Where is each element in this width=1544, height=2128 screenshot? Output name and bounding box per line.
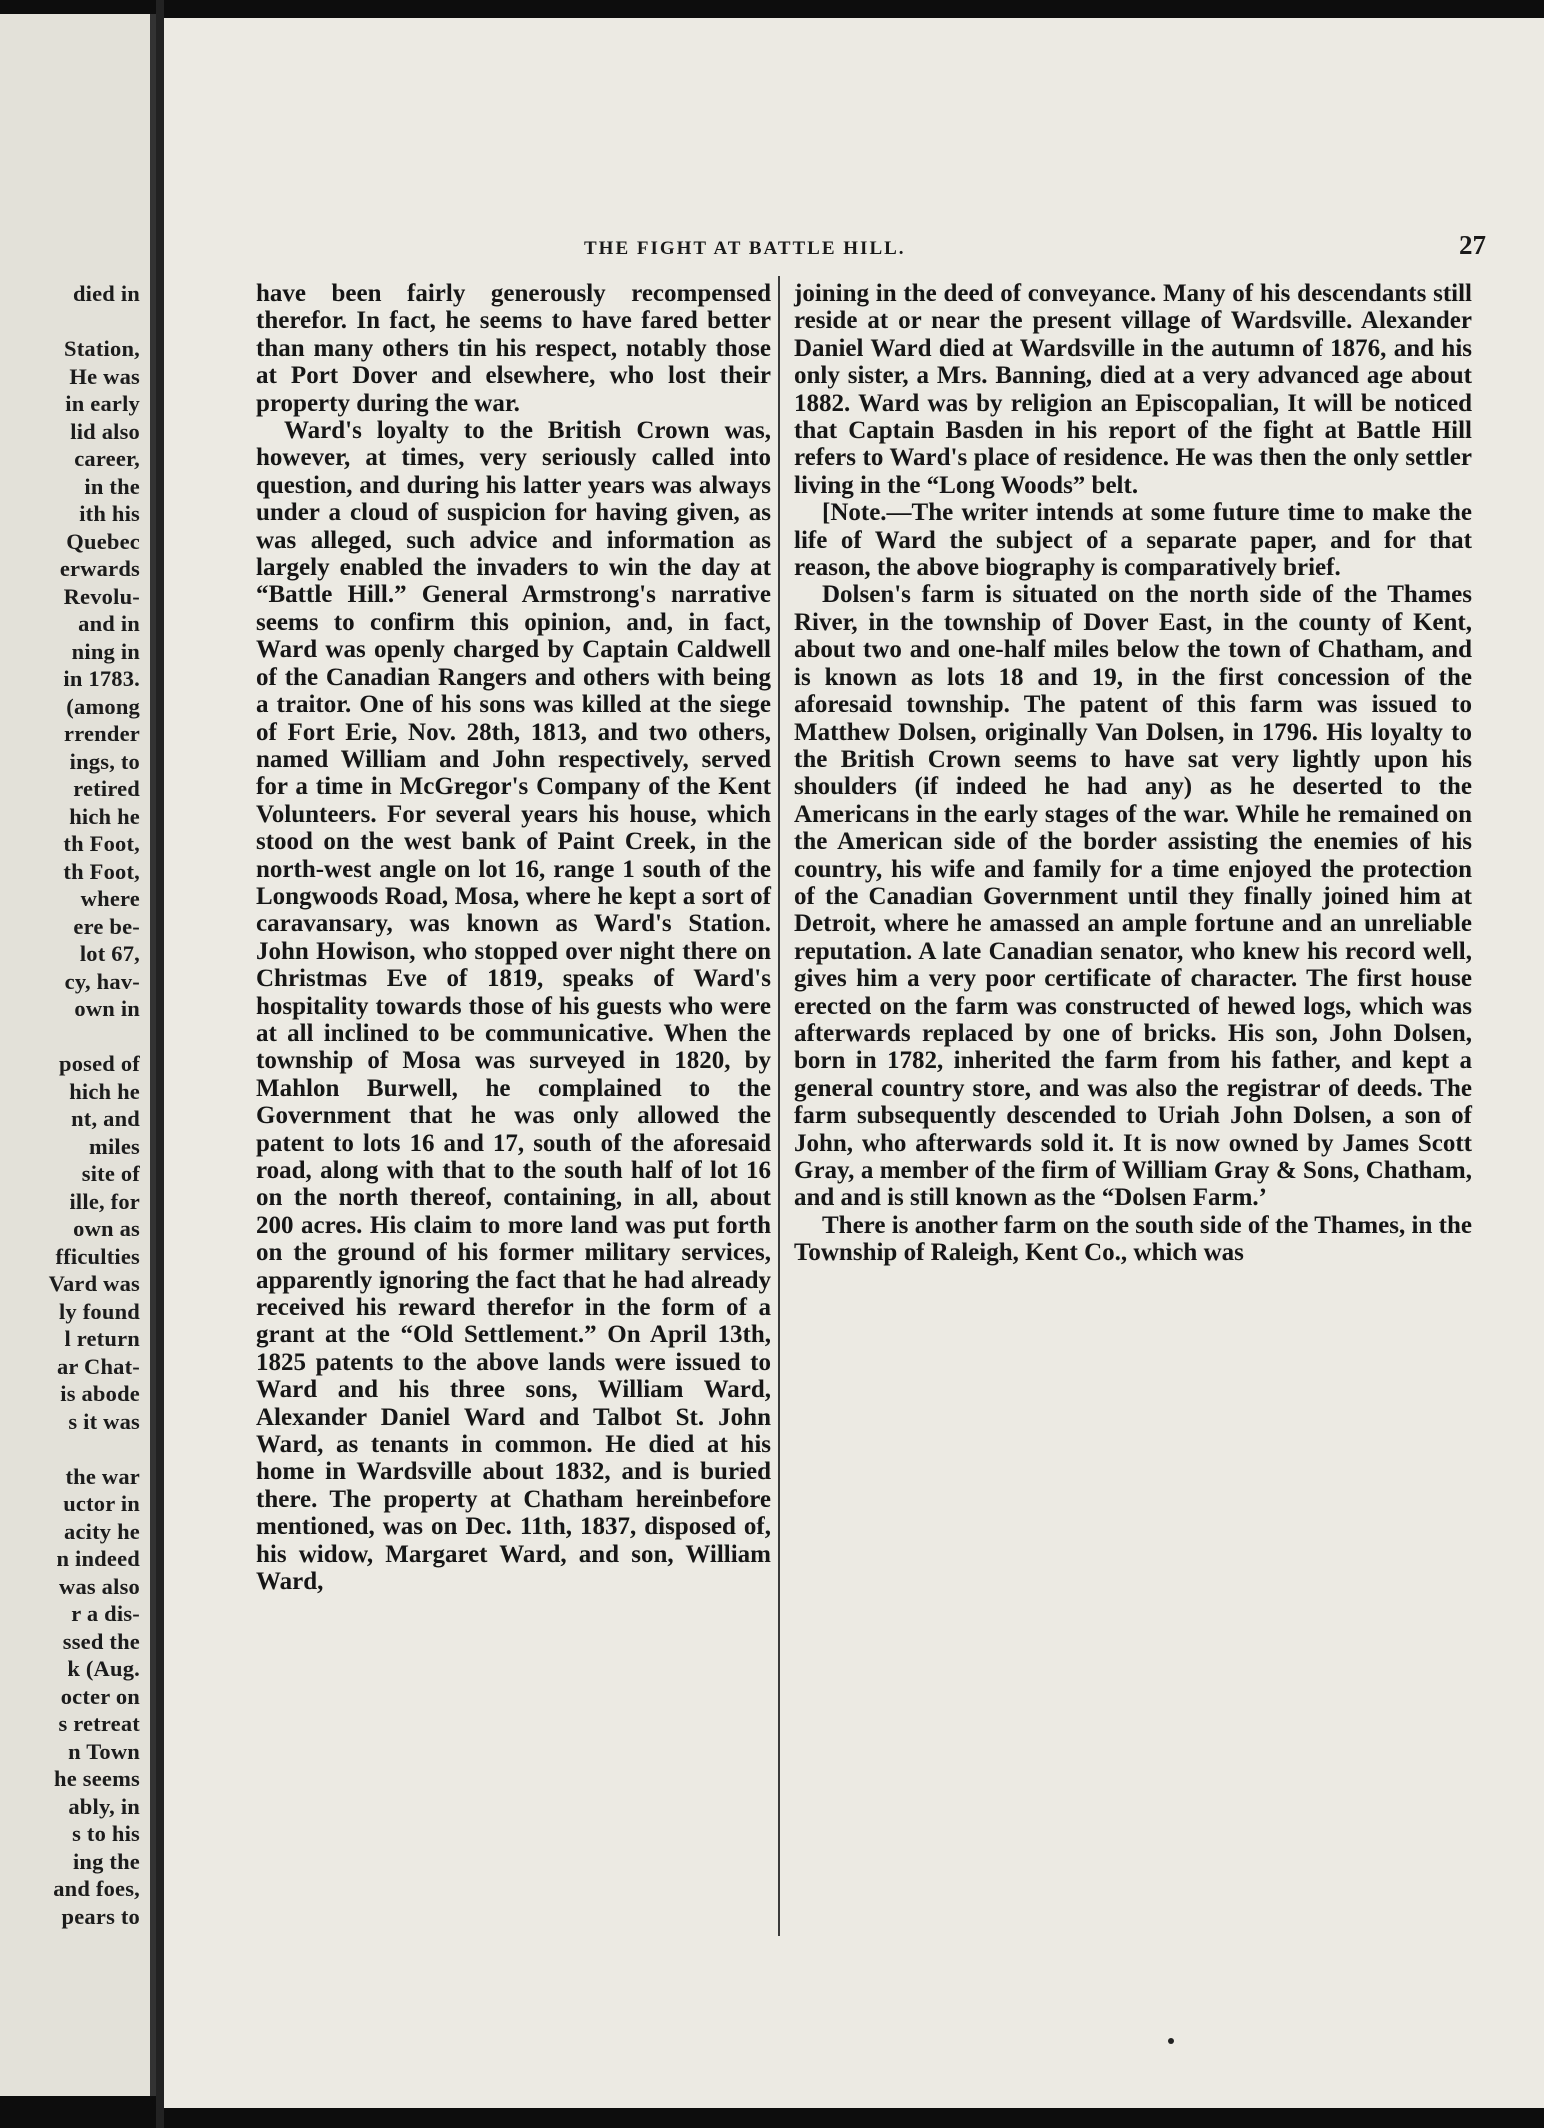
facing-page-line: in 1783. bbox=[63, 666, 140, 691]
facing-page-line: career, bbox=[74, 446, 140, 471]
text-column-right bbox=[794, 280, 1472, 1267]
facing-page-line: rrender bbox=[64, 721, 140, 746]
facing-page-line: the war bbox=[65, 1463, 140, 1489]
facing-page-line: ssed the bbox=[62, 1628, 140, 1654]
facing-page-line: uctor in bbox=[63, 1491, 140, 1516]
facing-page bbox=[0, 14, 156, 2096]
facing-page-line: lot 67, bbox=[79, 941, 140, 966]
facing-page-line: ing the bbox=[72, 1848, 140, 1874]
facing-page-line: cy, hav- bbox=[64, 968, 140, 994]
facing-page-line: s retreat bbox=[58, 1711, 140, 1736]
facing-page-line: hich he bbox=[69, 803, 140, 829]
paragraph: joining in the deed of conveyance. Many of his descendants still reside at or near the present village of Wardsville. Alexander Daniel Ward died at Wardsville in the autumn of 1876, and his only sister, a Mrs. Banning, died at a very advanced age about 1882. Ward was by religion an Episcopalian, It will be noticed that Captain Basden in his report of the fight at Battle Hill refers to Ward's place of residence. He was then the only settler living in the “Long Woods” belt. bbox=[794, 280, 1472, 499]
facing-page-line: posed of bbox=[59, 1051, 140, 1076]
facing-page-line: pears to bbox=[61, 1903, 140, 1929]
facing-page-line: acity he bbox=[64, 1518, 140, 1544]
facing-page-line: (among bbox=[66, 693, 140, 719]
facing-page-line: th Foot, bbox=[63, 858, 140, 884]
facing-page-line: l return bbox=[64, 1326, 140, 1351]
facing-page-line: ille, for bbox=[69, 1188, 140, 1214]
paragraph: Dolsen's farm is situated on the north side of the Thames River, in the township of Dover East, in the county of Kent, about two and one-half miles below the town of Chatham, and is known as lots 18 and 19, in the first concession of the aforesaid township. The patent of this farm was issued to Matthew Dolsen, originally Van Dolsen, in 1796. His loyalty to the British Crown seems to have sat very lightly upon his shoulders (if indeed he had any) as he deserted to the Americans in the early stages of the war. While he remained on the American side of the border assisting the enemies of his country, his wife and family for a time enjoyed the protection of the Canadian Government until they finally joined him at Detroit, where he amassed an ample fortune and an unreliable reputation. A late Canadian senator, who knew his record well, gives him a very poor certificate of character. The first house erected on the farm was constructed of hewed logs, which was afterwards replaced by one of bricks. His son, John Dolsen, born in 1782, inherited the farm from his father, and kept a general country store, and was also the registrar of deeds. The farm subsequently descended to Uriah John Dolsen, a son of John, who afterwards sold it. It is now owned by James Scott Gray, a member of the firm of William Gray & Sons, Chatham, and and is still known as the “Dolsen Farm.’ bbox=[794, 581, 1472, 1212]
facing-page-line: where bbox=[80, 886, 140, 911]
paragraph: have been fairly generously recompensed therefor. In fact, he seems to have fared better than many others tin his respect, notably those at Port Dover and elsewhere, who lost their property during the war. bbox=[256, 280, 771, 417]
facing-page-text-fragments bbox=[0, 280, 140, 1930]
facing-page-line: ings, to bbox=[69, 748, 140, 774]
facing-page-line: s it was bbox=[68, 1408, 140, 1434]
facing-page-line: he seems bbox=[54, 1766, 140, 1791]
facing-page-line: erwards bbox=[59, 556, 140, 581]
facing-page-line: in the bbox=[84, 473, 140, 499]
facing-page-line: ably, in bbox=[68, 1793, 140, 1819]
facing-page-line: was also bbox=[59, 1573, 140, 1599]
facing-page-line: k (Aug. bbox=[67, 1656, 140, 1681]
facing-page-line: He was bbox=[69, 363, 140, 389]
facing-page-line: ere be- bbox=[73, 913, 140, 939]
running-title: THE FIGHT AT BATTLE HILL. bbox=[584, 238, 906, 259]
facing-page-line: Vard was bbox=[48, 1271, 140, 1296]
page bbox=[164, 18, 1544, 2108]
book-gutter bbox=[156, 0, 164, 2128]
facing-page-line bbox=[0, 308, 140, 336]
facing-page-line: s to his bbox=[72, 1821, 140, 1846]
facing-page-line: fficulties bbox=[55, 1243, 140, 1269]
facing-page-line: ly found bbox=[58, 1298, 140, 1324]
facing-page-line: ar Chat- bbox=[56, 1353, 140, 1379]
facing-page-line: own in bbox=[74, 996, 140, 1021]
facing-page-line bbox=[0, 1435, 140, 1463]
note-paragraph: [Note.—The writer intends at some future time to make the life of Ward the subject of a separate paper, and for that reason, the above biography is comparatively brief. bbox=[794, 499, 1472, 582]
facing-page-line: n indeed bbox=[56, 1546, 140, 1571]
facing-page-line: Quebec bbox=[66, 528, 140, 554]
facing-page-line bbox=[0, 1023, 140, 1051]
text-column-left bbox=[256, 280, 771, 1596]
facing-page-line: and foes, bbox=[53, 1876, 140, 1901]
facing-page-line: Revolu- bbox=[63, 583, 140, 609]
facing-page-line: lid also bbox=[70, 418, 140, 444]
facing-page-line: miles bbox=[89, 1133, 140, 1159]
facing-page-line: r a dis- bbox=[71, 1601, 140, 1626]
facing-page-line: th Foot, bbox=[63, 831, 140, 856]
facing-page-line: is abode bbox=[60, 1381, 140, 1406]
facing-page-line: nt, and bbox=[71, 1106, 140, 1131]
facing-page-line: in early bbox=[65, 391, 140, 416]
facing-page-line: hich he bbox=[69, 1078, 140, 1104]
facing-page-line: ith his bbox=[79, 501, 140, 526]
facing-page-line: ning in bbox=[71, 638, 140, 664]
page-number: 27 bbox=[1459, 230, 1486, 260]
column-rule bbox=[778, 276, 780, 1936]
paragraph: There is another farm on the south side of the Thames, in the Township of Raleigh, Kent Co., which was bbox=[794, 1211, 1472, 1267]
facing-page-line: and in bbox=[78, 611, 140, 636]
print-speck bbox=[1168, 2038, 1174, 2044]
facing-page-line: n Town bbox=[68, 1738, 140, 1764]
running-head bbox=[584, 230, 1486, 270]
facing-page-line: own as bbox=[73, 1216, 140, 1241]
facing-page-line: died in bbox=[72, 281, 140, 306]
facing-page-line: octer on bbox=[60, 1683, 140, 1709]
facing-page-line: Station, bbox=[64, 336, 140, 361]
facing-page-line: retired bbox=[73, 776, 140, 801]
paragraph: Ward's loyalty to the British Crown was, however, at times, very seriously called into question, and during his latter years was always under a cloud of suspicion for having given, as was alleged, such advice and information as largely enabled the invaders to win the day at “Battle Hill.” General Armstrong's narrative seems to confirm this opinion, and, in fact, Ward was openly charged by Captain Caldwell of the Canadian Rangers and others with being a traitor. One of his sons was killed at the siege of Fort Erie, Nov. 28th, 1813, and two others, named William and John respectively, served for a time in McGregor's Company of the Kent Volunteers. For several years his house, which stood on the west bank of Paint Creek, in the north-west angle on lot 16, range 1 south of the Longwoods Road, Mosa, where he kept a sort of caravansary, was known as Ward's Station. John Howison, who stopped over night there on Christmas Eve of 1819, speaks of Ward's hospitality towards those of his guests who were at all inclined to be communicative. When the township of Mosa was surveyed in 1820, by Mahlon Burwell, he complained to the Government that he was only allowed the patent to lots 16 and 17, south of the aforesaid road, along with that to the south half of lot 16 on the north thereof, containing, in all, about 200 acres. His claim to more land was put forth on the ground of his former military services, apparently ignoring the fact that he had already received his reward therefor in the form of a grant at the “Old Settlement.” On April 13th, 1825 patents to the above lands were issued to Ward and his three sons, William Ward, Alexander Daniel Ward and Talbot St. John Ward, as tenants in common. He died at his home in Wardsville about 1832, and is buried there. The property at Chatham hereinbefore mentioned, was on Dec. 11th, 1837, disposed of, his widow, Margaret Ward, and son, William Ward, bbox=[256, 417, 771, 1596]
facing-page-line: site of bbox=[81, 1161, 140, 1186]
